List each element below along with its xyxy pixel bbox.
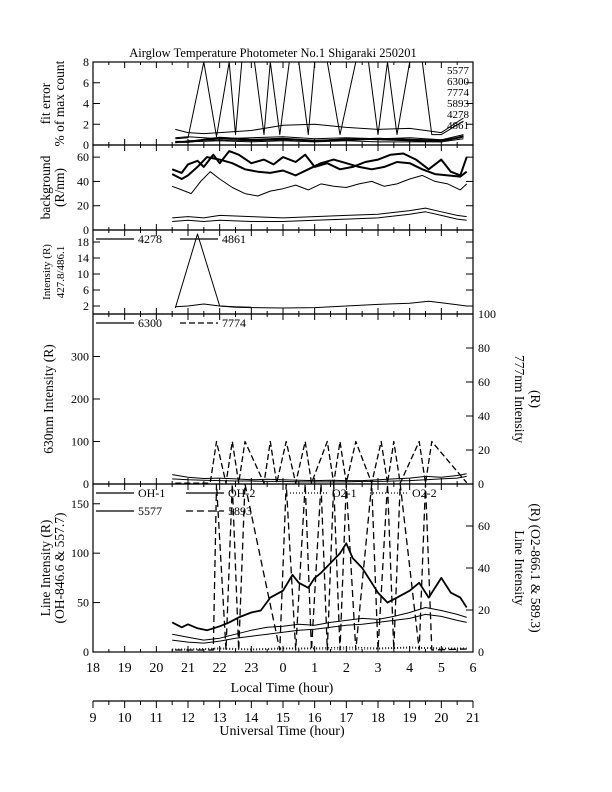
y-axis-label: background: [38, 155, 53, 220]
x-ut-tick-label: 16: [307, 711, 322, 726]
panel-red-green: [41, 307, 543, 491]
x-local-tick-label: 21: [181, 661, 195, 676]
x-local-tick-label: 18: [86, 661, 100, 676]
y-axis-label: (R/nm): [52, 168, 67, 207]
y-tick-label: 0: [83, 138, 89, 152]
y-axis-label: 427.8/486.1: [55, 245, 67, 299]
y-axis-label: 630nm Intensity (R): [41, 344, 56, 454]
y-tick-label: 150: [71, 496, 89, 511]
panel-frame: [93, 314, 473, 484]
series-group: [175, 62, 463, 143]
series-7774: [175, 62, 463, 139]
y-tick-label: 0: [83, 223, 89, 237]
y2-axis-label: 777nm Intensity: [512, 354, 527, 444]
legend-label: 5577: [138, 504, 162, 518]
x-local-tick-label: 3: [374, 661, 382, 676]
y-tick-label: 300: [71, 349, 89, 364]
x-local-tick-label: 0: [279, 661, 287, 676]
y2-tick-label: 60: [478, 375, 490, 389]
y2-tick-label: 40: [478, 561, 490, 575]
panel-frame: [93, 62, 473, 145]
y-tick-label: 0: [83, 477, 89, 491]
panel-intensity-blue: [41, 230, 473, 314]
panel-background: [38, 145, 473, 237]
x-local-tick-label: 20: [149, 661, 164, 676]
x-ut-tick-label: 18: [371, 711, 385, 726]
y2-tick-label: 40: [478, 409, 490, 423]
legend-label: 6300: [138, 316, 162, 330]
x-ut-tick-label: 21: [466, 711, 480, 726]
x-ut-tick-label: 14: [244, 711, 259, 726]
x-local-tick-label: 22: [212, 661, 227, 676]
series-6300-b: [172, 476, 467, 482]
legend-label: 6300: [447, 76, 469, 88]
x-ut-tick-label: 12: [181, 711, 195, 726]
y2-axis-label: Line Intensity: [512, 530, 527, 606]
x-axis-label-local: Local Time (hour): [230, 681, 334, 696]
legend-label: 5893: [228, 504, 252, 518]
y2-tick-label: 60: [478, 519, 490, 533]
legend-label: 7774: [222, 316, 246, 330]
y-tick-label: 200: [71, 392, 89, 406]
y2-axis-label: (R): [528, 390, 543, 408]
legend-label: 4278: [447, 109, 469, 121]
legend-label: 5893: [447, 98, 469, 110]
y2-tick-label: 20: [478, 443, 490, 457]
panel-line-intensity: [38, 484, 543, 659]
y-tick-label: 8: [83, 55, 89, 69]
y-axis-label: fit error: [38, 82, 53, 125]
series-OH-1: [172, 608, 467, 641]
y2-tick-label: 100: [478, 307, 496, 321]
y-tick-label: 2: [83, 299, 89, 313]
x-ut-tick-label: 15: [276, 711, 290, 726]
y-tick-label: 6: [83, 283, 89, 297]
legend-label: OH-2: [228, 486, 256, 500]
y-tick-label: 4: [83, 96, 89, 111]
legend-label: O2-2: [412, 486, 437, 500]
y2-tick-label: 0: [478, 477, 484, 491]
legend-label: 4861: [447, 120, 469, 132]
x-ut-tick-label: 13: [212, 711, 227, 726]
x-local-tick-label: 2: [342, 661, 350, 676]
y2-tick-label: 0: [478, 645, 484, 659]
y-tick-label: 6: [83, 75, 89, 90]
y-tick-label: 14: [77, 251, 89, 265]
series-group: [175, 234, 466, 308]
series-group: [172, 484, 467, 650]
y-tick-label: 50: [77, 595, 89, 610]
x-axis-label-ut: Universal Time (hour): [219, 724, 345, 739]
y-tick-label: 100: [71, 434, 89, 449]
series-5577: [172, 543, 467, 630]
y-tick-label: 2: [83, 117, 89, 132]
y-tick-label: 18: [77, 235, 89, 249]
legend-label: 4278: [138, 232, 162, 246]
series-bg-4: [172, 208, 467, 218]
x-ut-tick-label: 17: [339, 711, 354, 726]
legend-label: 4861: [222, 232, 246, 246]
panel-fit-error: [38, 55, 473, 152]
y-axis-label: (OH-846.6 & 557.7): [52, 512, 67, 624]
x-local-tick-label: 19: [117, 661, 132, 676]
y2-axis-label: (R) (O2-866.1 & 589.3): [528, 503, 543, 633]
x-local-tick-label: 4: [406, 661, 414, 676]
x-local-tick-label: 1: [311, 661, 319, 676]
x-ut-tick-label: 9: [89, 711, 97, 726]
x-ut-tick-label: 19: [402, 711, 417, 726]
legend-label: 5577: [447, 65, 469, 77]
chart-title: Airglow Temperature Photometer No.1 Shigaraki 250201: [129, 46, 417, 60]
y-axis-label: Intensity (R): [41, 244, 53, 300]
series-group: [172, 151, 467, 221]
x-ut-tick-label: 11: [149, 711, 164, 726]
legend-label: 7774: [447, 87, 469, 99]
y-tick-label: 40: [77, 174, 89, 189]
x-local-tick-label: 5: [437, 661, 445, 676]
series-bg-3: [172, 172, 467, 196]
x-ut-tick-label: 20: [434, 711, 449, 726]
y-tick-label: 100: [71, 546, 89, 561]
legend-label: OH-1: [138, 486, 166, 500]
y-tick-label: 10: [77, 267, 89, 281]
y-tick-label: 0: [83, 645, 89, 659]
x-local-tick-label: 6: [469, 661, 477, 676]
y2-tick-label: 80: [478, 341, 490, 355]
y-axis-label: Line Intensity (R): [38, 519, 53, 617]
legend-label: O2-1: [332, 486, 357, 500]
y2-tick-label: 20: [478, 603, 490, 617]
series-5893: [175, 484, 466, 650]
y-axis-label: % of max count: [52, 60, 67, 147]
y-tick-label: 60: [77, 150, 89, 165]
series-group: [172, 442, 467, 484]
x-ut-tick-label: 10: [117, 711, 132, 726]
x-local-tick-label: 23: [244, 661, 259, 676]
y-tick-label: 20: [77, 198, 89, 213]
